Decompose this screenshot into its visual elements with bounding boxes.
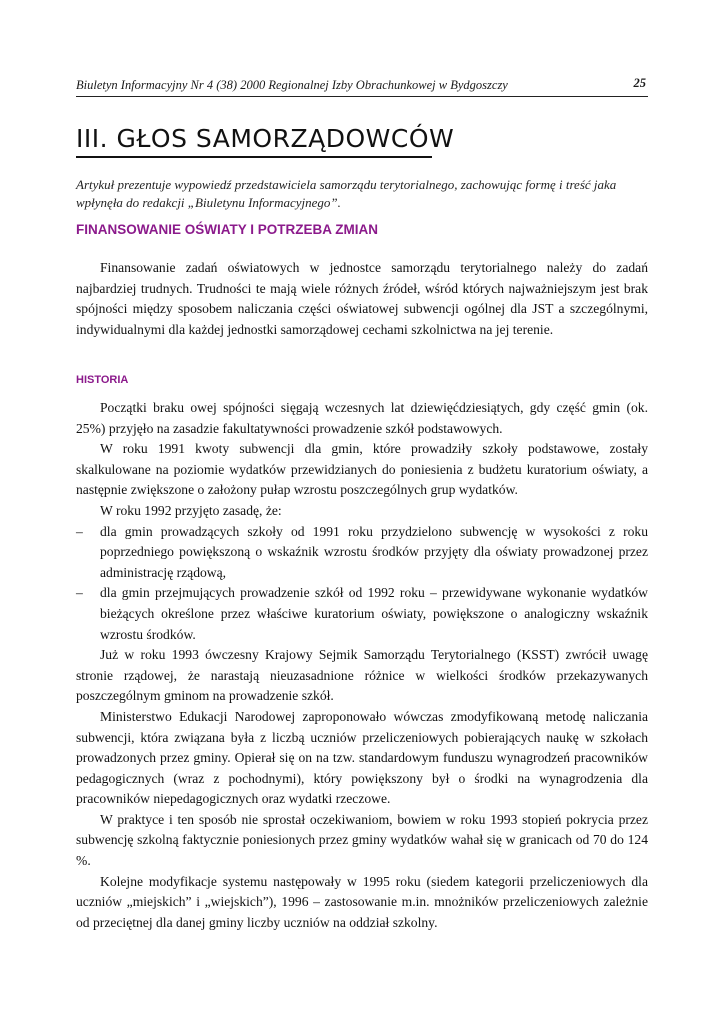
list-item-text: dla gmin przejmujących prowadzenie szkół od 1992 roku – przewidywane wykonanie wydatków bieżących określone przez właściwe kuratorium oświaty, powiększone o analogiczny wskaźnik wzrostu środków. <box>100 585 648 642</box>
paragraph: Już w roku 1993 ówczesny Krajowy Sejmik Samorządu Terytorialnego (KSST) zwrócił uwagę stronie rządowej, że narastają nieuzasadnione różnice w wielkości środków przekazywanych poszczególnym gminom na prowadzenie szkół. <box>76 647 648 704</box>
paragraph: W praktyce i ten sposób nie sprostał oczekiwaniom, bowiem w roku 1993 stopień pokrycia przez subwencję szkolną faktycznie poniesionych przez gminy wydatków wahał się w granicach od 70 do 124 %. <box>76 811 648 869</box>
paragraph: W roku 1992 przyjęto zasadę, że: <box>100 502 282 518</box>
list-item <box>76 522 648 584</box>
list-item <box>76 583 648 645</box>
intro-note: Artykuł prezentuje wypowiedź przedstawiciela samorządu terytorialnego, zachowując formę i treść jaka wpłynęła do redakcji „Biuletynu Informacyjnego”. <box>76 177 617 210</box>
dash-bullet: – <box>76 523 83 539</box>
page-number: 25 <box>633 76 646 90</box>
dash-list <box>76 522 648 646</box>
subsection-title: HISTORIA <box>76 374 129 386</box>
section-title: FINANSOWANIE OŚWIATY I POTRZEBA ZMIAN <box>76 222 378 237</box>
list-item-text: dla gmin prowadzących szkoły od 1991 roku przydzielono subwencję w wysokości z roku poprzedniego powiększoną o wskaźnik wzrostu środków przyjęty dla oświaty prowadzonej przez administrację rządową, <box>100 523 648 580</box>
paragraph: Początki braku owej spójności sięgają wczesnych lat dziewięćdziesiątych, gdy część gmin (ok. 25%) przyjęło na zasadzie fakultatywności prowadzenie szkół podstawowych. <box>76 400 648 436</box>
paragraph: Ministerstwo Edukacji Narodowej zaproponowało wówczas zmodyfikowaną metodę naliczania subwencji, która związana była z liczbą uczniów przeliczeniowych pobierających naukę w szkołach prowadzonych przez gminy. Opierał się on na tzw. standardowym funduszu wynagrodzeń pracowników pedagogicznych (wraz z pochodnymi), który powiększony był o środki na wynagrodzenia dla pracowników niepedagogicznych oraz wydatki rzeczowe. <box>76 708 648 807</box>
historia-body <box>76 398 648 933</box>
running-header <box>76 78 648 93</box>
paragraph: Finansowanie zadań oświatowych w jednostce samorządu terytorialnego należy do zadań najbardziej trudnych. Trudności te mają wiele różnych źródeł, wśród których najważniejszym jest brak spójności między sposobem naliczania części oświatowej subwencji ogólnej dla JST a szczególnymi, indywidualnymi dla każdej jednostki samorządowej cechami szkolnictwa na jej terenie. <box>76 260 648 337</box>
section-body <box>76 258 648 340</box>
chapter-title: III. GŁOS SAMORZĄDOWCÓW <box>76 124 455 153</box>
header-rule <box>76 96 648 97</box>
paragraph: W roku 1991 kwoty subwencji dla gmin, które prowadziły szkoły podstawowe, zostały skalkulowane na poziomie wydatków przewidzianych do poniesienia z budżetu kuratorium oświaty, a następnie zwiększone o założony pułap wzrostu poszczególnych grup wydatków. <box>76 441 648 498</box>
paragraph: Kolejne modyfikacje systemu następowały w 1995 roku (siedem kategorii przeliczeniowych dla uczniów „miejskich” i „wiejskich”), 1996 – zastosowanie m.in. mnożników przeliczeniowych zależnie od przeciętnej dla danej gminy liczby uczniów na oddział szkolny. <box>76 873 648 930</box>
title-underline <box>76 156 432 158</box>
running-title: Biuletyn Informacyjny Nr 4 (38) 2000 Regionalnej Izby Obrachunkowej w Bydgoszczy <box>76 78 508 92</box>
dash-bullet: – <box>76 585 83 601</box>
